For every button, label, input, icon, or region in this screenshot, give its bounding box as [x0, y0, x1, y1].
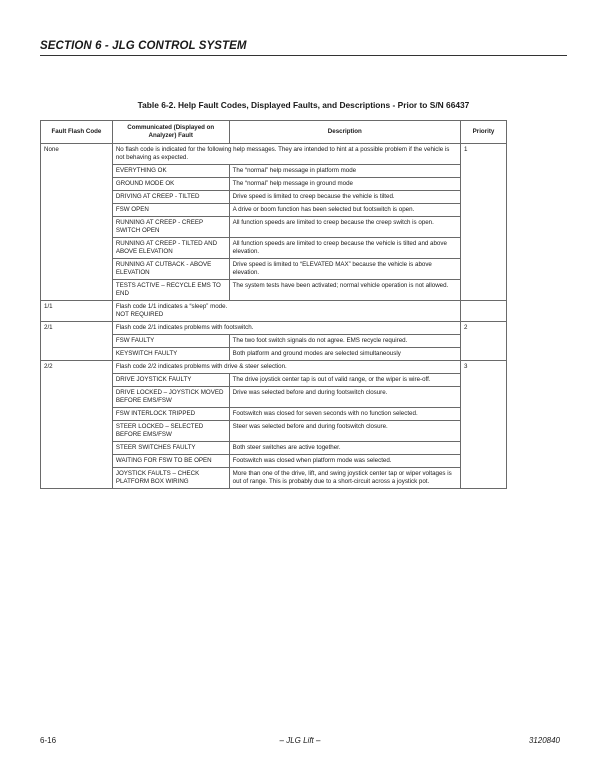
header-rule — [40, 55, 567, 56]
group-intro-text: Flash code 1/1 indicates a “sleep” mode. NOT REQUIRED — [112, 301, 460, 322]
fault-name-cell: GROUND MODE OK — [112, 178, 229, 191]
group-intro-text: No flash code is indicated for the following help messages. They are intended to hint at a possible problem if the vehicle is not behaving as expected. — [112, 144, 460, 165]
fault-name-cell: DRIVING AT CREEP - TILTED — [112, 191, 229, 204]
fault-name-cell: STEER LOCKED – SELECTED BEFORE EMS/FSW — [112, 421, 229, 442]
header-description: Description — [229, 121, 460, 144]
fault-description-cell: Drive speed is limited to creep because the vehicle is tilted. — [229, 191, 460, 204]
fault-description-cell: Steer was selected before and during footswitch closure. — [229, 421, 460, 442]
group-intro-text: Flash code 2/2 indicates problems with drive & steer selection. — [112, 361, 460, 374]
table-group-row — [41, 361, 507, 374]
fault-name-cell: FSW OPEN — [112, 204, 229, 217]
fault-flash-code: 1/1 — [41, 301, 113, 322]
footer-brand: – JLG Lift – — [279, 736, 321, 745]
header-priority: Priority — [461, 121, 507, 144]
fault-name-cell: RUNNING AT CUTBACK - ABOVE ELEVATION — [112, 259, 229, 280]
fault-name-cell: JOYSTICK FAULTS – CHECK PLATFORM BOX WIRING — [112, 468, 229, 489]
fault-description-cell: The two foot switch signals do not agree. EMS recycle required. — [229, 335, 460, 348]
fault-name-cell: RUNNING AT CREEP - TILTED AND ABOVE ELEVATION — [112, 238, 229, 259]
fault-description-cell: All function speeds are limited to creep because the vehicle is tilted and above elevation. — [229, 238, 460, 259]
fault-name-cell: DRIVE LOCKED – JOYSTICK MOVED BEFORE EMS/FSW — [112, 387, 229, 408]
document-number: 3120840 — [528, 736, 560, 745]
fault-description-cell: The system tests have been activated; normal vehicle operation is not allowed. — [229, 280, 460, 301]
table-group-row — [41, 301, 507, 322]
fault-name-cell: KEYSWITCH FAULTY — [112, 348, 229, 361]
header-communicated-fault: Communicated (Displayed on Analyzer) Fault — [112, 121, 229, 144]
fault-description-cell: Drive was selected before and during footswitch closure. — [229, 387, 460, 408]
table-header-row — [41, 121, 507, 144]
table-group-row — [41, 144, 507, 165]
priority-value: 1 — [461, 144, 507, 301]
fault-name-cell: FSW INTERLOCK TRIPPED — [112, 408, 229, 421]
page-number: 6-16 — [40, 736, 57, 745]
fault-flash-code: None — [41, 144, 113, 301]
fault-description-cell: The “normal” help message in ground mode — [229, 178, 460, 191]
table-caption: Table 6-2. Help Fault Codes, Displayed Faults, and Descriptions - Prior to S/N 66437 — [137, 100, 470, 110]
fault-name-cell: DRIVE JOYSTICK FAULTY — [112, 374, 229, 387]
fault-name-cell: EVERYTHING OK — [112, 165, 229, 178]
fault-description-cell: More than one of the drive, lift, and swing joystick center tap or wiper voltages is out of range. This is probably due to a short-circuit across a joystick pot. — [229, 468, 460, 489]
fault-name-cell: FSW FAULTY — [112, 335, 229, 348]
fault-flash-code: 2/1 — [41, 322, 113, 361]
fault-description-cell: Footswitch was closed when platform mode was selected. — [229, 455, 460, 468]
fault-description-cell: Drive speed is limited to “ELEVATED MAX” because the vehicle is above elevation. — [229, 259, 460, 280]
fault-name-cell: STEER SWITCHES FAULTY — [112, 442, 229, 455]
section-title: SECTION 6 - JLG CONTROL SYSTEM — [40, 40, 247, 52]
fault-description-cell: Footswitch was closed for seven seconds with no function selected. — [229, 408, 460, 421]
priority-value: 3 — [461, 361, 507, 489]
fault-name-cell: TESTS ACTIVE – RECYCLE EMS TO END — [112, 280, 229, 301]
priority-value: 2 — [461, 322, 507, 361]
fault-description-cell: A drive or boom function has been selected but footswitch is open. — [229, 204, 460, 217]
fault-description-cell: Both steer switches are active together. — [229, 442, 460, 455]
group-intro-text: Flash code 2/1 indicates problems with footswitch. — [112, 322, 460, 335]
fault-flash-code: 2/2 — [41, 361, 113, 489]
fault-code-table — [40, 120, 507, 489]
header-fault-flash-code: Fault Flash Code — [41, 121, 113, 144]
fault-name-cell: WAITING FOR FSW TO BE OPEN — [112, 455, 229, 468]
fault-description-cell: The “normal” help message in platform mode — [229, 165, 460, 178]
fault-description-cell: The drive joystick center tap is out of valid range, or the wiper is wire-off. — [229, 374, 460, 387]
fault-name-cell: RUNNING AT CREEP - CREEP SWITCH OPEN — [112, 217, 229, 238]
fault-description-cell: All function speeds are limited to creep because the creep switch is open. — [229, 217, 460, 238]
table-group-row — [41, 322, 507, 335]
fault-description-cell: Both platform and ground modes are selected simultaneously — [229, 348, 460, 361]
priority-value — [461, 301, 507, 322]
